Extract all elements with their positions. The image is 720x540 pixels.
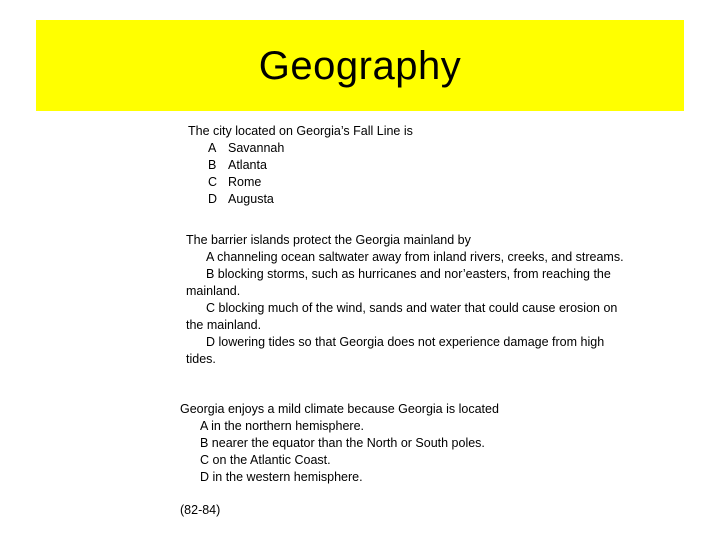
question-1-option-b [188,157,413,174]
question-1-option-c [188,174,413,191]
question-1 [188,123,413,208]
question-2-stem: The barrier islands protect the Georgia mainland by [186,233,471,247]
question-3-option-a: A in the northern hemisphere. [200,419,364,433]
option-letter: D [208,192,218,206]
question-1-option-d [188,191,413,208]
page-title: Geography [258,43,462,88]
question-3-option-b: B nearer the equator than the North or South poles. [200,436,485,450]
option-text: Augusta [228,192,274,206]
title-banner [36,20,684,111]
option-letter: B [208,158,217,172]
question-3 [180,401,499,486]
question-1-stem: The city located on Georgia’s Fall Line is [188,124,413,138]
option-text: Savannah [228,141,285,155]
question-3-option-d: D in the western hemisphere. [200,470,363,484]
question-3-option-c: C on the Atlantic Coast. [200,453,331,467]
page-reference: (82-84) [180,503,221,517]
option-letter: C [208,175,218,189]
option-letter: A [208,141,217,155]
option-text: Rome [228,175,262,189]
question-1-option-a [188,140,413,157]
question-2-option-c: C blocking much of the wind, sands and water that could cause erosion on the mainland. [186,301,618,332]
question-2 [186,232,626,368]
question-3-stem: Georgia enjoys a mild climate because Georgia is located [180,402,499,416]
question-2-option-d: D lowering tides so that Georgia does not experience damage from high tides. [186,335,605,366]
question-2-option-a: A channeling ocean saltwater away from inland rivers, creeks, and streams. [206,250,624,264]
option-text: Atlanta [228,158,267,172]
question-2-option-b: B blocking storms, such as hurricanes and nor’easters, from reaching the mainland. [186,267,611,298]
